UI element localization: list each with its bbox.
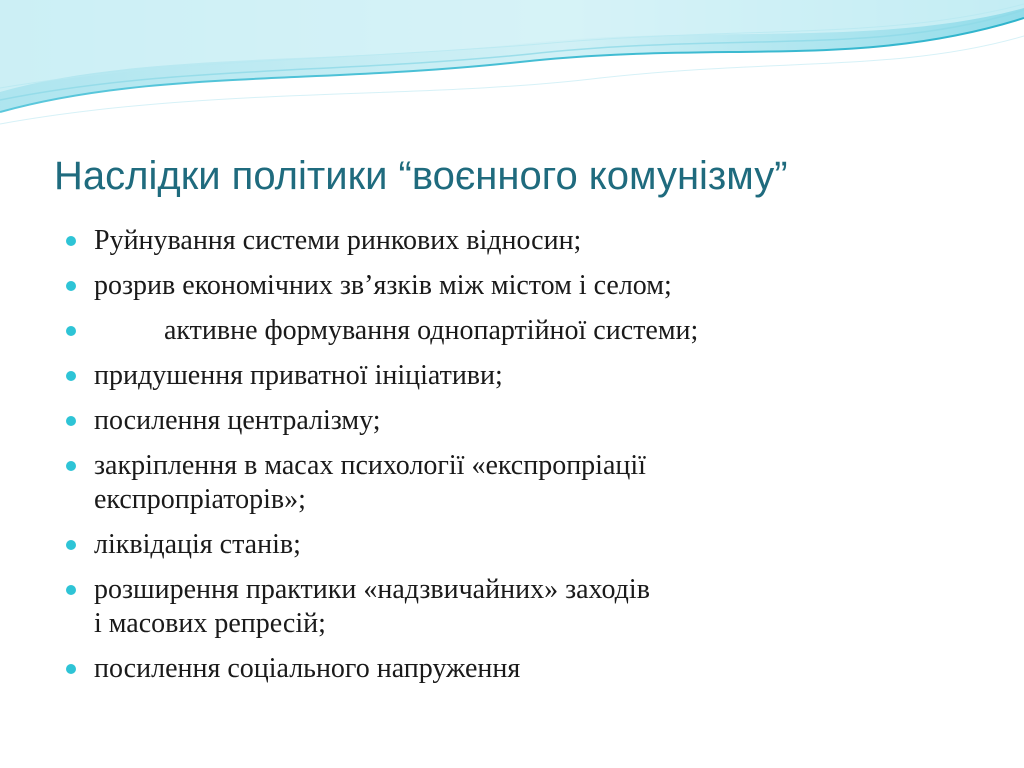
wave-decoration [0, 0, 1024, 130]
bullet-item [66, 359, 986, 393]
bullet-item [66, 449, 986, 517]
bullet-item [66, 314, 986, 348]
bullet-text: посилення соціального напруження [94, 653, 521, 684]
bullet-text: розрив економічних зв’язків між містом і селом; [94, 270, 672, 301]
bullet-item [66, 528, 986, 562]
bullet-item [66, 269, 986, 303]
bullet-dot-icon [66, 540, 76, 550]
bullet-text-continuation: і масових репресій; [94, 608, 326, 639]
bullet-dot-icon [66, 326, 76, 336]
bullet-item [66, 573, 986, 641]
bullet-dot-icon [66, 664, 76, 674]
bullet-item [66, 404, 986, 438]
bullet-dot-icon [66, 416, 76, 426]
bullet-dot-icon [66, 281, 76, 291]
bullet-text: посилення централізму; [94, 405, 381, 436]
bullet-dot-icon [66, 236, 76, 246]
bullet-dot-icon [66, 461, 76, 471]
bullet-text: активне формування однопартійної системи; [164, 315, 699, 346]
bullet-text: розширення практики «надзвичайних» заходів [94, 574, 650, 605]
bullet-text: закріплення в масах психології «експропріації [94, 450, 646, 481]
bullet-item [66, 652, 986, 686]
bullet-text-continuation: експропріаторів»; [94, 484, 306, 515]
bullet-dot-icon [66, 585, 76, 595]
bullet-text: ліквідація станів; [94, 529, 301, 560]
slide-title: Наслідки політики “воєнного комунізму” [54, 154, 788, 198]
bullet-text: Руйнування системи ринкових відносин; [94, 225, 582, 256]
bullet-text: придушення приватної ініціативи; [94, 360, 503, 391]
bullet-item [66, 224, 986, 258]
bullet-list [66, 224, 986, 697]
bullet-dot-icon [66, 371, 76, 381]
